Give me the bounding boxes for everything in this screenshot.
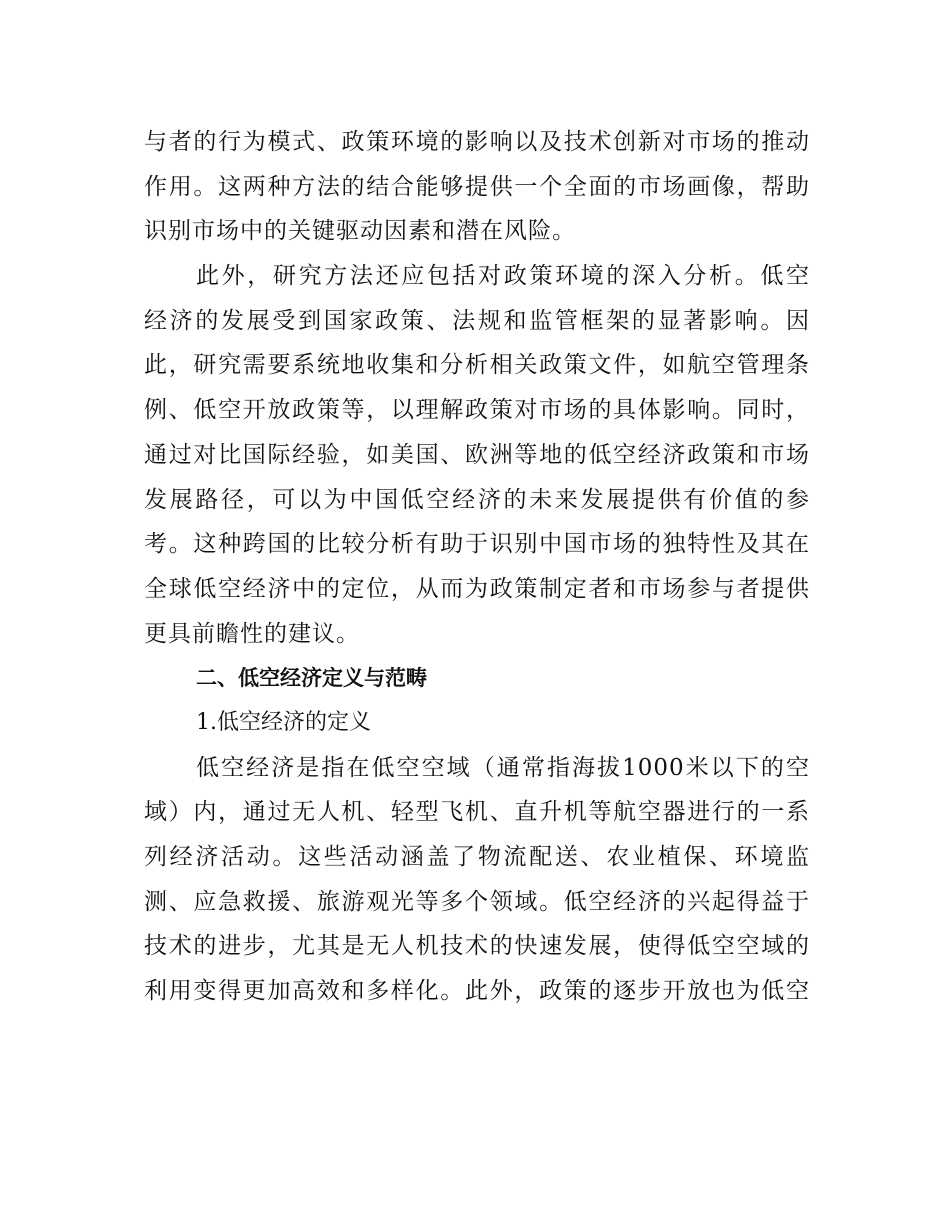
paragraph-definition — [144, 746, 810, 1014]
text-line: 列经济活动。这些活动涵盖了物流配送、农业植保、环境监 — [144, 844, 810, 870]
text-line: 此，研究需要系统地收集和分析相关政策文件，如航空管理条 — [144, 352, 810, 379]
subsection-heading: 1.低空经济的定义 — [196, 709, 371, 735]
text-line: 识别市场中的关键驱动因素和潜在风险。 — [144, 218, 576, 245]
text-line: 发展路径，可以为中国低空经济的未来发展提供有价值的参 — [144, 486, 810, 513]
paragraph-continued — [144, 120, 810, 254]
text-line: 更具前瞻性的建议。 — [144, 620, 360, 647]
text-line: 利用变得更加高效和多样化。此外，政策的逐步开放也为低空 — [144, 978, 810, 1005]
document-body — [144, 120, 810, 1014]
text-line: 经济的发展受到国家政策、法规和监管框架的显著影响。因 — [144, 307, 810, 334]
text-line: 此外，研究方法还应包括对政策环境的深入分析。低空 — [196, 263, 810, 290]
text-line: 低空经济是指在低空空域（通常指海拔1000米以下的空 — [196, 754, 810, 781]
text-line: 作用。这两种方法的结合能够提供一个全面的市场画像，帮助 — [144, 173, 810, 200]
section-heading: 二、低空经济定义与范畴 — [196, 666, 427, 691]
text-line: 测、应急救援、旅游观光等多个领域。低空经济的兴起得益于 — [144, 888, 810, 915]
text-line: 例、低空开放政策等，以理解政策对市场的具体影响。同时， — [144, 397, 810, 424]
text-line: 技术的进步，尤其是无人机技术的快速发展，使得低空空域的 — [144, 933, 810, 960]
text-line: 通过对比国际经验，如美国、欧洲等地的低空经济政策和市场 — [144, 441, 810, 468]
text-line: 与者的行为模式、政策环境的影响以及技术创新对市场的推动 — [144, 129, 810, 155]
text-line: 域）内，通过无人机、轻型飞机、直升机等航空器进行的一系 — [144, 799, 810, 826]
text-line: 考。这种跨国的比较分析有助于识别中国市场的独特性及其在 — [144, 531, 810, 558]
paragraph-policy — [144, 254, 810, 656]
text-line: 全球低空经济中的定位，从而为政策制定者和市场参与者提供 — [144, 575, 810, 602]
